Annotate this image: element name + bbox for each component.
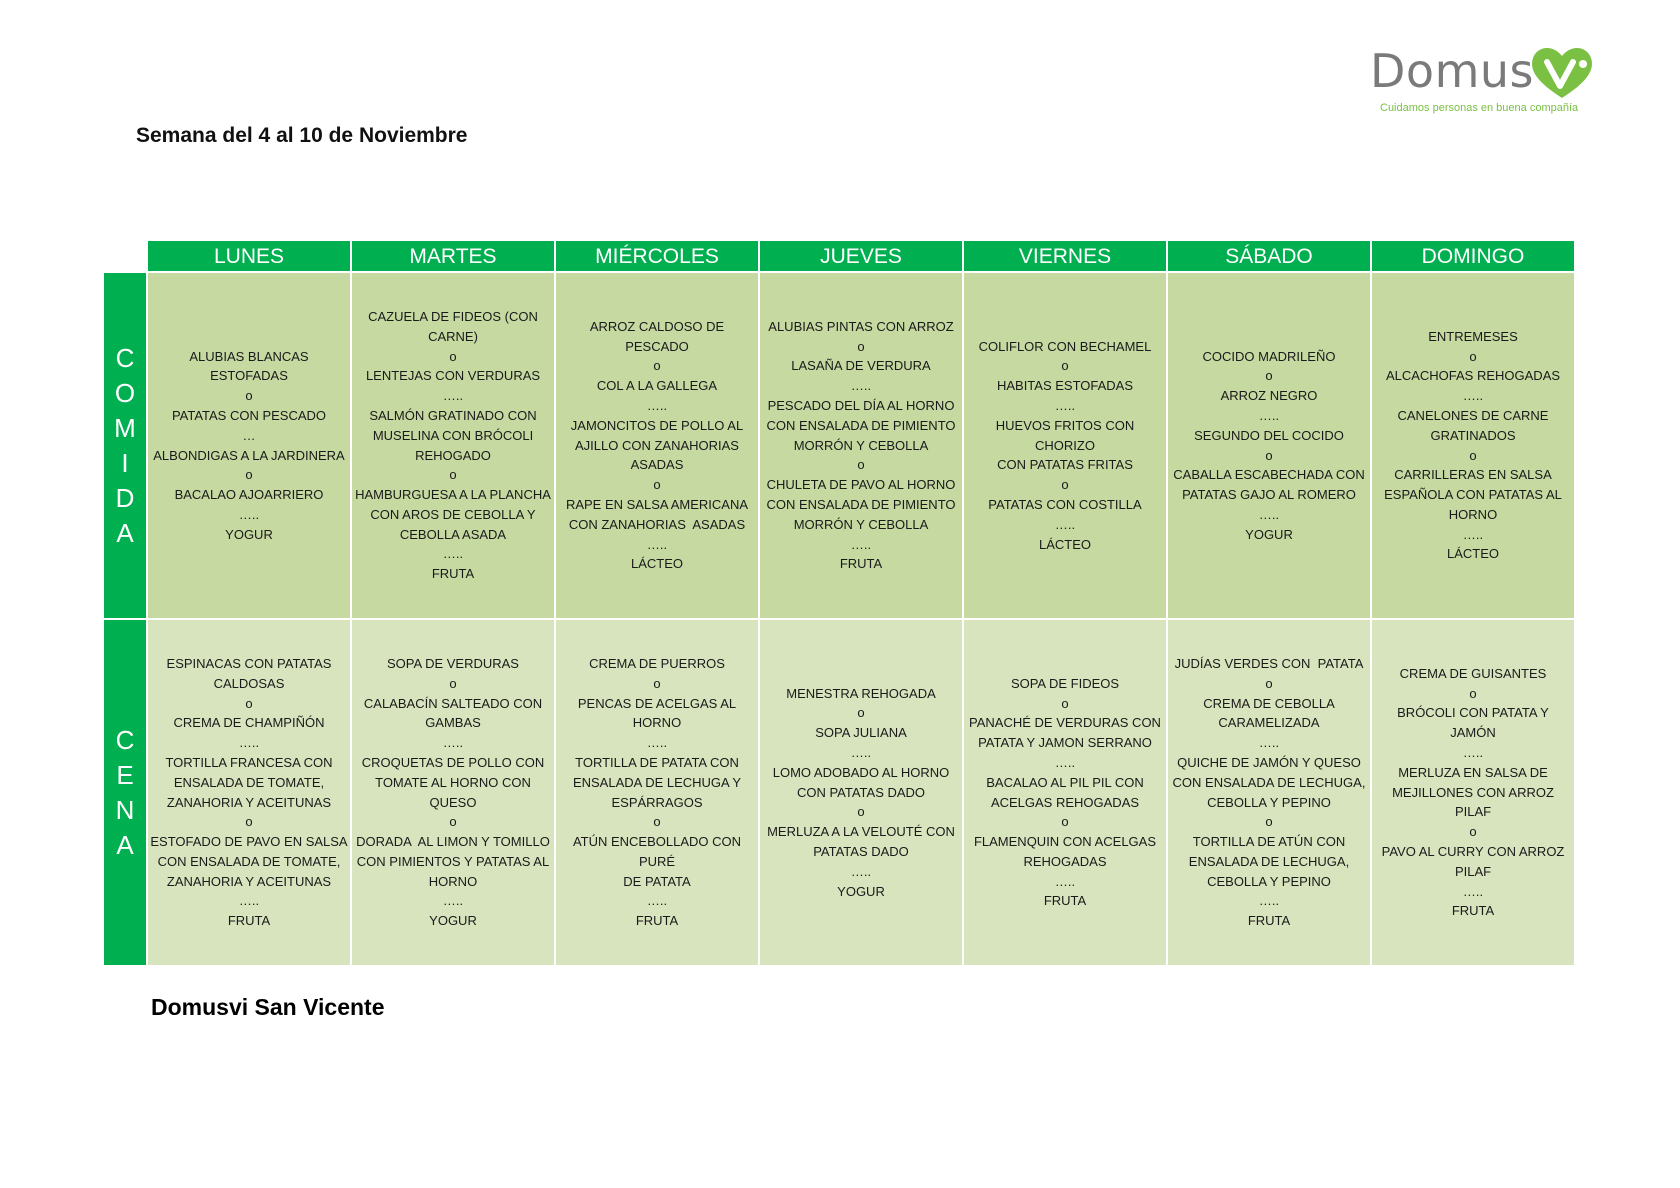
menu-cell [556,620,758,965]
menu-line: SOPA JULIANA [815,725,907,741]
menu-cell [760,273,962,618]
menu-line: CREMA DE PUERROS [589,655,725,671]
menu-line: QUESO [429,794,477,810]
menu-line: TORTILLA DE ATÚN CON [1192,834,1346,850]
menu-line: LÁCTEO [630,556,683,572]
menu-cell [352,273,554,618]
menu-line: HAMBURGUESA A LA PLANCHA [355,487,551,503]
menu-line: CON PATATAS FRITAS [997,457,1133,473]
day-header: SÁBADO [1168,241,1370,271]
menu-line: ….. [442,388,464,404]
menu-line: PATATAS CON COSTILLA [988,496,1142,512]
menu-line: LÁCTEO [1038,536,1091,552]
menu-line: FRUTA [1451,903,1495,919]
menu-line: CON AROS DE CEBOLLA Y [370,506,536,522]
heart-vi-icon [1527,42,1597,102]
menu-line: ASADAS [630,457,684,473]
menu-line: ….. [442,546,464,562]
menu-line: CHULETA DE PAVO AL HORNO [766,477,956,493]
menu-cell [1372,273,1574,618]
meal-label-letter: E [116,759,134,790]
menu-line: ESPAÑOLA CON PATATAS AL [1384,487,1562,503]
menu-line: ARROZ NEGRO [1220,388,1318,404]
menu-line: ….. [850,745,872,760]
menu-line: SEGUNDO DEL COCIDO [1194,427,1344,443]
menu-line: YOGUR [1245,526,1293,542]
menu-line: ALCACHOFAS REHOGADAS [1385,368,1561,384]
menu-line: ….. [1462,526,1484,542]
menu-line: o [245,467,253,483]
menu-line: HORNO [428,873,478,889]
meal-label-letter: A [116,517,134,548]
menu-line: PATATAS GAJO AL ROMERO [1182,487,1356,503]
menu-line: ….. [1462,745,1484,760]
menu-line: ….. [238,735,260,751]
menu-line: HORNO [1448,506,1498,522]
menu-line: JAMONCITOS DE POLLO AL [570,417,744,433]
menu-line: ARROZ CALDOSO DE PESCADO [589,318,728,354]
menu-line: GRATINADOS [1430,427,1516,443]
menu-line: ENTREMESES [1428,328,1518,344]
menu-line: DORADA AL LIMON Y TOMILLO [356,834,550,850]
menu-line: ESPINACAS CON PATATAS [166,655,332,671]
menu-line: CARNE) [428,328,478,344]
menu-cell [964,273,1166,618]
menu-line: o [653,814,661,830]
menu-line: PANACHÉ DE VERDURAS CON [969,715,1161,731]
menu-line: TORTILLA DE PATATA CON [575,754,739,770]
menu-line: CARAMELIZADA [1218,715,1320,731]
menu-line: FRUTA [839,556,883,572]
menu-line: ….. [1462,388,1484,404]
menu-line: o [245,695,253,711]
menu-line: SOPA DE FIDEOS [1010,675,1120,691]
menu-line: o [1469,447,1477,463]
menu-line: ZANAHORIA Y ACEITUNAS [166,873,332,889]
menu-line: ….. [646,735,668,751]
day-header: MIÉRCOLES [556,241,758,271]
menu-line: TOMATE AL HORNO CON [375,774,531,790]
menu-line: RAPE EN SALSA AMERICANA [565,496,749,512]
menu-line: ….. [1054,398,1076,413]
menu-line: ….. [442,893,464,909]
menu-line: SALMÓN GRATINADO CON [369,407,537,423]
menu-line: COL A LA GALLEGA [596,378,718,394]
menu-line: CON ENSALADA DE TOMATE, [157,853,341,869]
menu-line: o [1061,695,1069,711]
menu-line: TORTILLA FRANCESA CON [165,754,333,770]
menu-line: FRUTA [635,913,679,929]
menu-line: FRUTA [1043,893,1087,909]
menu-line: ESPÁRRAGOS [611,794,703,810]
menu-cell [352,620,554,965]
menu-line: BACALAO AL PIL PIL CON [986,774,1144,790]
menu-line: CON ENSALADA DE LECHUGA, [1172,774,1366,790]
menu-line: CABALLA ESCABECHADA CON [1173,467,1365,483]
menu-line: ….. [442,735,464,751]
meal-label-letter: M [114,412,136,443]
meal-label-cena [104,620,146,965]
menu-line: ….. [1462,883,1484,899]
menu-line: ….. [1258,893,1280,909]
menu-cell [148,273,350,618]
menu-line: o [653,675,661,691]
menu-line: o [449,675,457,691]
menu-line: CREMA DE CHAMPIÑÓN [173,715,325,731]
menu-line: YOGUR [837,883,885,899]
menu-line: ENSALADA DE LECHUGA Y [572,774,742,790]
menu-line: CREMA DE CEBOLLA [1203,695,1335,711]
meal-label-letter: N [115,794,135,825]
menu-line: CARRILLERAS EN SALSA [1394,467,1552,483]
menu-line: CON ENSALADA DE PIMIENTO [766,417,956,433]
menu-line: ENSALADA DE TOMATE, [173,774,325,790]
day-header: LUNES [148,241,350,271]
menu-line: o [1061,814,1069,830]
menu-line: LÁCTEO [1446,546,1499,562]
menu-cell [1168,273,1370,618]
menu-line: CON PATATAS DADO [796,784,926,800]
logo-text: Domus [1370,44,1534,98]
menu-line: ….. [1054,754,1076,770]
menu-line: FRUTA [227,913,271,929]
menu-line: CEBOLLA Y PEPINO [1207,794,1331,810]
meal-label-letter: O [114,377,136,408]
menu-line: CALDOSAS [213,675,285,691]
menu-line: AJILLO CON ZANAHORIAS [575,437,739,453]
menu-line: PATATAS CON PESCADO [171,407,327,423]
meal-label-letter: I [121,447,129,478]
menu-line: o [1265,368,1273,384]
meal-label-letter: C [115,342,135,373]
menu-line: ESTOFADO DE PAVO EN SALSA [150,834,348,850]
menu-line: o [1265,447,1273,463]
menu-line: MEJILLONES CON ARROZ PILAF [1392,784,1558,820]
menu-line: GAMBAS [425,715,481,731]
day-header-row [104,241,1574,271]
menu-line: CANELONES DE CARNE [1397,407,1549,423]
menu-line: o [449,814,457,830]
menu-line: o [1469,685,1477,701]
menu-line: PENCAS DE ACELGAS AL HORNO [577,695,740,731]
menu-cell [1168,620,1370,965]
menu-line: o [1469,348,1477,364]
comida-row [104,273,1574,618]
menu-cell [760,620,962,965]
menu-line: ….. [850,536,872,552]
menu-line: o [245,814,253,830]
menu-line: o [857,338,865,354]
menu-line: CAZUELA DE FIDEOS (CON [368,308,538,324]
header-corner [104,241,146,271]
menu-line: o [653,358,661,374]
menu-line: CALABACÍN SALTEADO CON [363,695,543,711]
menu-line: PATATAS DADO [813,843,909,859]
day-header: MARTES [352,241,554,271]
menu-line: COLIFLOR CON BECHAMEL [978,338,1152,354]
menu-line: LOMO ADOBADO AL HORNO [772,764,950,780]
menu-line: ….. [646,893,668,909]
menu-line: CEBOLLA Y PEPINO [1207,873,1331,889]
menu-line: CON ENSALADA DE PIMIENTO [766,496,956,512]
meal-label-letter: A [116,829,134,860]
menu-line: COCIDO MADRILEÑO [1202,348,1336,364]
menu-line: ….. [1054,516,1076,532]
menu-line: ….. [850,378,872,394]
menu-line: ALUBIAS PINTAS CON ARROZ [768,318,954,334]
menu-line: ….. [1258,506,1280,522]
meal-label-comida [104,273,146,618]
menu-line: BACALAO AJOARRIERO [174,487,324,503]
menu-line: PILAF [1454,863,1492,879]
menu-line: o [1061,358,1069,374]
menu-line: MENESTRA REHOGADA [786,685,936,701]
menu-line: CEBOLLA ASADA [399,526,507,542]
week-title: Semana del 4 al 10 de Noviembre [136,124,468,147]
menu-line: YOGUR [225,526,273,542]
menu-line: ACELGAS REHOGADAS [990,794,1140,810]
menu-line: QUICHE DE JAMÓN Y QUESO [1177,754,1361,770]
menu-line: MORRÓN Y CEBOLLA [793,516,929,532]
day-header: VIERNES [964,241,1166,271]
menu-line: o [857,804,865,820]
menu-line: ….. [1258,407,1280,423]
menu-line: ….. [238,506,260,522]
menu-line: o [1469,824,1477,840]
menu-line: PESCADO DEL DÍA AL HORNO [767,398,955,413]
menu-line: PATATA Y JAMON SERRANO [978,735,1152,751]
menu-line: CROQUETAS DE POLLO CON [361,754,545,770]
menu-line: REHOGADAS [1023,853,1107,869]
menu-line: CON PIMIENTOS Y PATATAS AL [356,853,550,869]
center-name: Domusvi San Vicente [151,994,385,1020]
menu-line: o [245,388,253,404]
menu-line: ZANAHORIA Y ACEITUNAS [166,794,332,810]
cena-row [104,620,1574,965]
day-header: JUEVES [760,241,962,271]
menu-line: o [449,348,457,364]
menu-line: o [1265,675,1273,691]
menu-line: … [242,427,256,443]
menu-cell [148,620,350,965]
menu-line: ….. [850,863,872,879]
menu-line: LASAÑA DE VERDURA [791,358,931,374]
meal-label-letter: D [115,482,135,513]
menu-line: CREMA DE GUISANTES [1399,665,1547,681]
menu-line: MERLUZA EN SALSA DE [1398,764,1548,780]
logo-tagline: Cuidamos personas en buena compañía [1380,102,1579,114]
menu-line: CON ZANAHORIAS ASADAS [568,516,746,532]
menu-line: YOGUR [429,913,477,929]
menu-line: ATÚN ENCEBOLLADO CON PURÉ [572,834,745,869]
menu-line: SOPA DE VERDURAS [387,655,519,671]
menu-line: FRUTA [431,566,475,582]
menu-line: PAVO AL CURRY CON ARROZ [1381,843,1565,859]
menu-line: LENTEJAS CON VERDURAS [365,368,541,384]
menu-line: o [857,457,865,473]
menu-line: FLAMENQUIN CON ACELGAS [973,834,1157,850]
menu-line: MORRÓN Y CEBOLLA [793,437,929,453]
menu-line: ENSALADA DE LECHUGA, [1188,853,1350,869]
menu-line: FRUTA [1247,913,1291,929]
menu-line: o [1265,814,1273,830]
menu-line: ….. [646,536,668,552]
menu-line: ….. [238,893,260,909]
menu-line: ….. [1258,735,1280,751]
menu-cell [556,273,758,618]
menu-line: JUDÍAS VERDES CON PATATA [1174,655,1364,671]
logo-wordmark [1370,44,1534,98]
menu-cell [1372,620,1574,965]
menu-line: MERLUZA A LA VELOUTÉ CON [767,824,955,840]
menu-line: REHOGADO [415,447,491,463]
menu-line: o [857,705,865,721]
domusvi-logo [1370,40,1600,120]
menu-line: MUSELINA CON BRÓCOLI [372,427,534,443]
menu-line: o [449,467,457,483]
menu-line: HUEVOS FRITOS CON CHORIZO [995,417,1138,453]
menu-line: BRÓCOLI CON PATATA Y JAMÓN [1397,705,1553,741]
menu-line: ALUBIAS BLANCAS ESTOFADAS [189,348,313,384]
menu-line: DE PATATA [623,873,691,889]
weekly-menu-table [104,241,1574,965]
meal-label-letter: C [115,724,135,755]
menu-line: ….. [1054,873,1076,889]
day-header: DOMINGO [1372,241,1574,271]
menu-line: ALBONDIGAS A LA JARDINERA [153,447,345,463]
menu-line: HABITAS ESTOFADAS [996,378,1134,394]
menu-line: o [1061,477,1069,493]
menu-line: o [653,477,661,493]
menu-line: ….. [646,398,668,413]
menu-cell [964,620,1166,965]
